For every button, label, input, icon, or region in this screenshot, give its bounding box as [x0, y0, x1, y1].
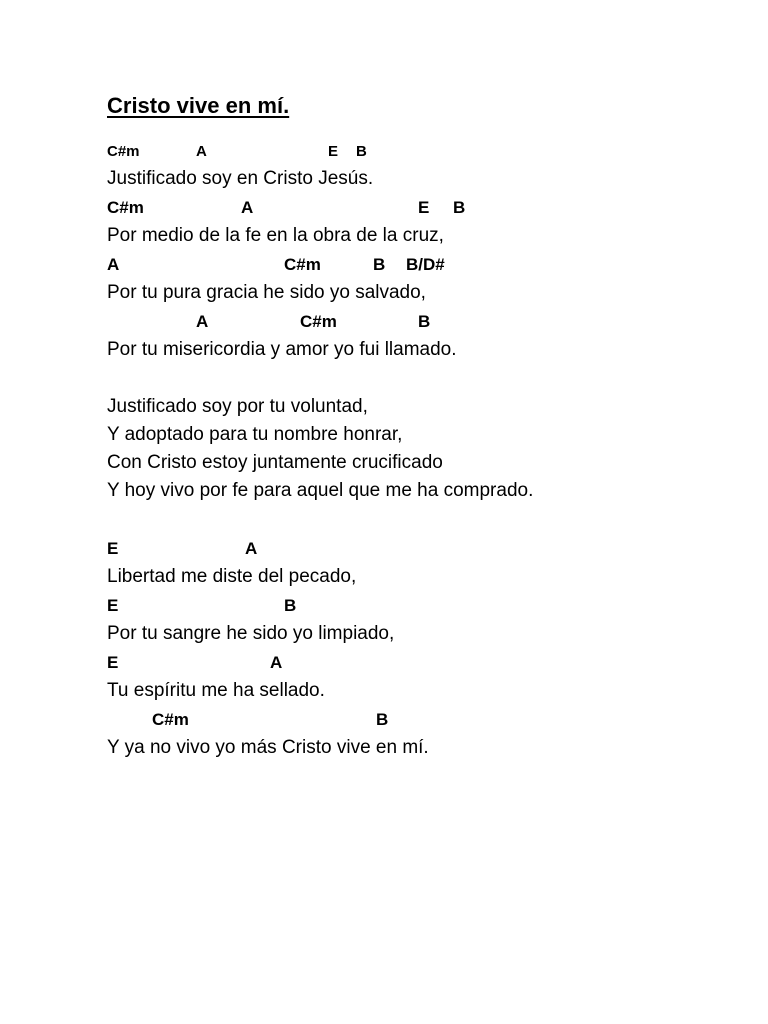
chord: C#m: [152, 710, 189, 729]
chord: B: [373, 255, 386, 274]
lyric-line: Libertad me diste del pecado,: [107, 566, 357, 587]
lyric-line: Por tu misericordia y amor yo fui llamado.: [107, 339, 457, 360]
chord: E: [107, 596, 119, 615]
chord: B: [284, 596, 297, 615]
chord: B: [418, 312, 431, 331]
chord: B: [453, 198, 466, 217]
chord: B: [356, 143, 367, 160]
chord: E: [107, 539, 119, 558]
chord: A: [107, 255, 120, 274]
chord: A: [196, 143, 207, 160]
chord: C#m: [300, 312, 337, 331]
lyric-line: Y hoy vivo por fe para aquel que me ha comprado.: [107, 480, 534, 501]
chord: C#m: [107, 198, 144, 217]
chord: A: [196, 312, 209, 331]
chord: B: [376, 710, 389, 729]
lyric-line: Justificado soy por tu voluntad,: [107, 396, 368, 417]
chord: A: [245, 539, 258, 558]
lyric-line: Justificado soy en Cristo Jesús.: [107, 168, 374, 189]
chord: B/D#: [406, 255, 445, 274]
lyric-line: Con Cristo estoy juntamente crucificado: [107, 452, 443, 473]
chord: E: [107, 653, 119, 672]
chord: C#m: [284, 255, 321, 274]
lyric-line: Tu espíritu me ha sellado.: [107, 680, 325, 701]
chord: A: [241, 198, 254, 217]
lyric-line: Por tu sangre he sido yo limpiado,: [107, 623, 395, 644]
chord: E: [328, 143, 339, 160]
lyric-line: Y adoptado para tu nombre honrar,: [107, 424, 403, 445]
chord: E: [418, 198, 430, 217]
lyric-line: Y ya no vivo yo más Cristo vive en mí.: [107, 737, 429, 758]
song-title: Cristo vive en mí.: [107, 93, 290, 118]
lyric-line: Por medio de la fe en la obra de la cruz,: [107, 225, 444, 246]
lyric-line: Por tu pura gracia he sido yo salvado,: [107, 282, 426, 303]
chord: C#m: [107, 143, 140, 160]
chord: A: [270, 653, 283, 672]
